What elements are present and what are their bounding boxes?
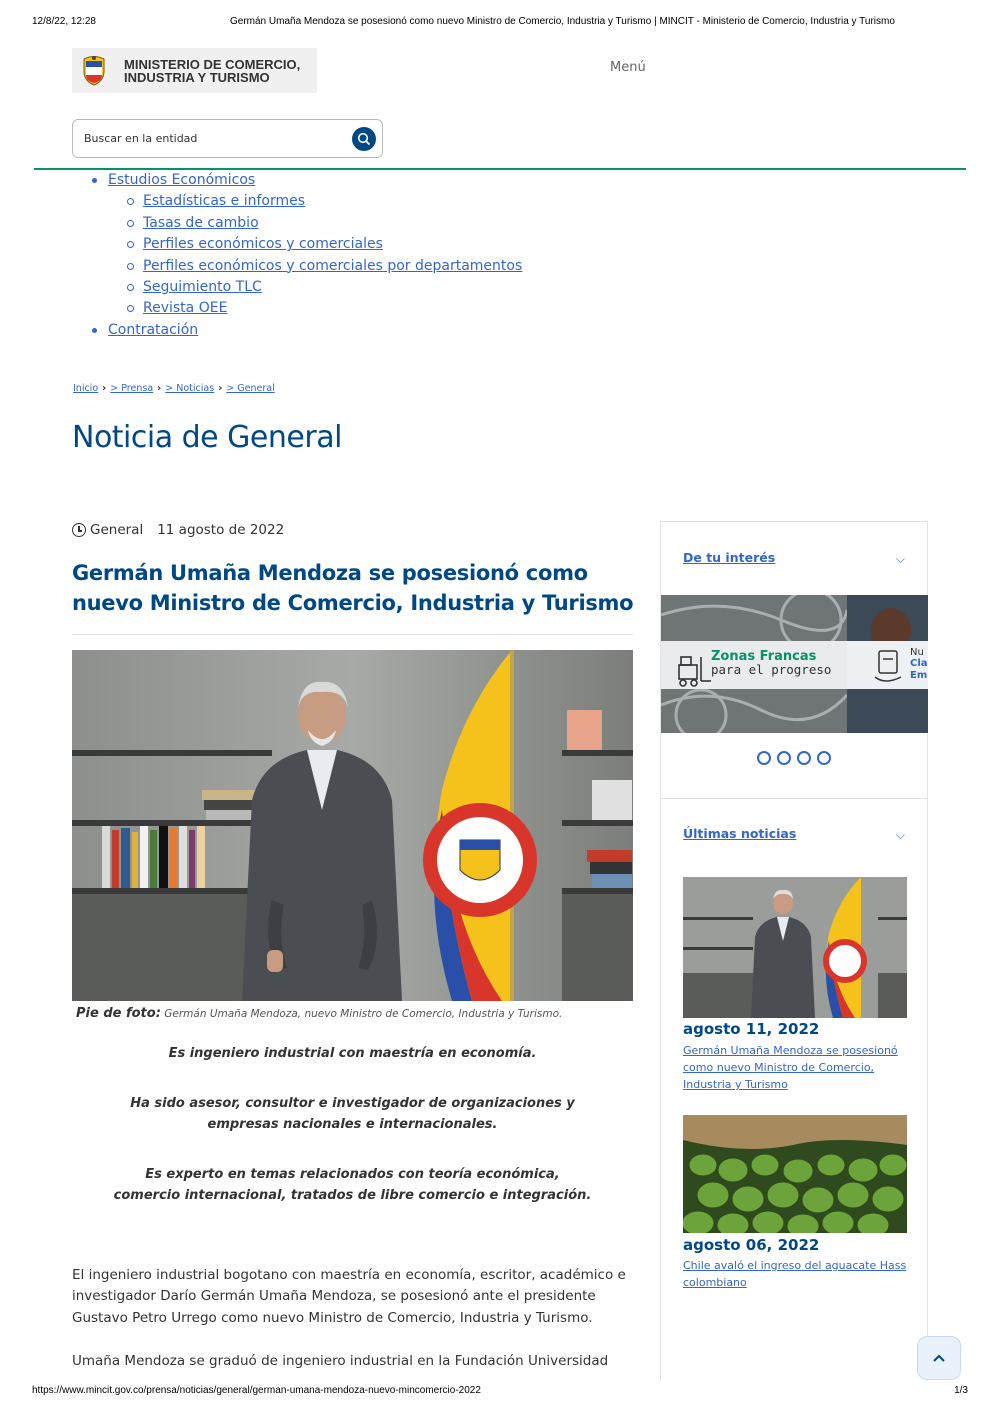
carousel-dot[interactable] [757,751,771,765]
news-date: agosto 06, 2022 [683,1236,820,1254]
nav-link[interactable]: Perfiles económicos y comerciales [143,236,383,253]
chevron-down-icon[interactable]: ⌵ [895,828,905,842]
menu-button[interactable]: Menú [610,60,646,75]
breadcrumb-general[interactable]: > General [226,383,275,394]
nav-list [72,170,522,341]
banner2-text: Cla [910,658,928,669]
article-category: General [90,522,144,538]
nav-item-revista [72,298,522,319]
article-meta [72,522,284,538]
ministry-logo[interactable] [72,48,317,93]
nav-link[interactable]: Contratación [108,321,199,338]
banner2-text: Nu [910,647,924,658]
news-date: agosto 11, 2022 [683,1020,820,1038]
breadcrumb [73,383,275,394]
nav-link[interactable]: Estadísticas e informes [143,193,306,210]
lead-paragraph: Ha sido asesor, consultor e investigador de organizaciones y empresas nacionales e internacionales. [130,1096,575,1132]
ministry-name [116,58,300,84]
sidebar [660,521,928,1381]
print-datetime: 12/8/22, 12:28 [32,16,96,27]
nav-item-tasas [72,213,522,234]
nav-item-perfiles [72,234,522,255]
nav-item-perfiles-dptos [72,256,522,277]
search-icon [357,132,371,146]
article-title: Germán Umaña Mendoza se posesionó como nuevo Ministro de Comercio, Industria y Turismo [72,561,634,615]
nav-item-estadisticas [72,191,522,212]
search-input[interactable] [84,132,352,145]
sidebar-divider [661,798,928,799]
nav-link[interactable]: Revista OEE [143,300,228,317]
article-photo [72,650,633,1001]
nav-item-estudios [72,170,522,191]
news-link[interactable]: Chile avaló el ingreso del aguacate Hass colombiano [683,1259,907,1289]
carousel-dot[interactable] [797,751,811,765]
breadcrumb-separator: › [102,383,107,394]
banner2-text: Em [910,670,928,681]
carousel-dot[interactable] [817,751,831,765]
body-paragraph: Umaña Mendoza se graduó de ingeniero industrial en la Fundación Universidad [72,1353,609,1369]
news-link[interactable]: Germán Umaña Mendoza se posesionó como nuevo Ministro de Comercio, Industria y Turismo [683,1044,898,1091]
photo-caption [76,1006,562,1021]
page-title: Noticia de General [72,420,342,455]
breadcrumb-separator: › [218,383,223,394]
chevron-down-icon[interactable]: ⌵ [895,552,905,566]
print-page-number: 1/3 [954,1385,968,1396]
ministry-name-line2: INDUSTRIA Y TURISMO [124,69,270,85]
caption-text: Germán Umaña Mendoza, nuevo Ministro de Comercio, Industria y Turismo. [164,1008,563,1020]
body-paragraph: El ingeniero industrial bogotano con maestría en economía, escritor, académico e investigador Darío Germán Umaña Mendoza, se posesionó ante el presidente Gustavo Petro Urrego como nuevo Ministro de Comercio, Industria y Turismo. [72,1267,626,1326]
breadcrumb-home[interactable]: Inicio [73,383,99,394]
nav-link[interactable]: Tasas de cambio [143,214,259,231]
nav-item-tlc [72,277,522,298]
nav-item-contratacion [72,320,522,341]
back-to-top-button[interactable] [917,1336,961,1380]
lead-paragraph: Es experto en temas relacionados con teoría económica, comercio internacional, tratados de libre comercio e integración. [113,1167,592,1203]
chevron-up-icon [932,1353,946,1363]
article-date: 11 agosto de 2022 [157,522,285,538]
news-thumbnail[interactable] [683,1115,907,1233]
title-divider [72,634,633,635]
banner-subtitle: para el progreso [711,662,832,677]
print-title: Germán Umaña Mendoza se posesionó como nuevo Ministro de Comercio, Industria y Turismo | MINCIT - Ministerio de Comercio, Industria y Turismo [230,16,895,27]
lead-paragraph: Es ingeniero industrial con maestría en economía. [168,1046,537,1061]
sidebar-news-title[interactable]: Últimas noticias [683,826,797,841]
nav-link[interactable]: Seguimiento TLC [143,279,262,296]
sidebar-interest-title[interactable]: De tu interés [683,550,776,565]
banner-title: Zonas Francas [711,649,817,664]
breadcrumb-prensa[interactable]: > Prensa [110,383,154,394]
nav-link[interactable]: Estudios Económicos [108,172,256,188]
search-button[interactable] [352,127,376,151]
breadcrumb-separator: › [157,383,162,394]
search-box [72,119,383,158]
caption-label: Pie de foto: [76,1006,161,1021]
carousel-dots [757,751,831,765]
coat-of-arms-icon [72,48,116,93]
news-thumbnail[interactable] [683,877,907,1018]
print-url: https://www.mincit.gov.co/prensa/noticias/general/german-umana-mendoza-nuevo-mincomercio-2022 [32,1385,481,1396]
breadcrumb-noticias[interactable]: > Noticias [165,383,215,394]
interest-carousel-banner[interactable] [661,595,928,733]
carousel-dot[interactable] [777,751,791,765]
clock-icon [72,523,86,537]
ministry-name-line1: MINISTERIO DE COMERCIO, [124,56,301,72]
nav-link[interactable]: Perfiles económicos y comerciales por departamentos [143,257,523,274]
